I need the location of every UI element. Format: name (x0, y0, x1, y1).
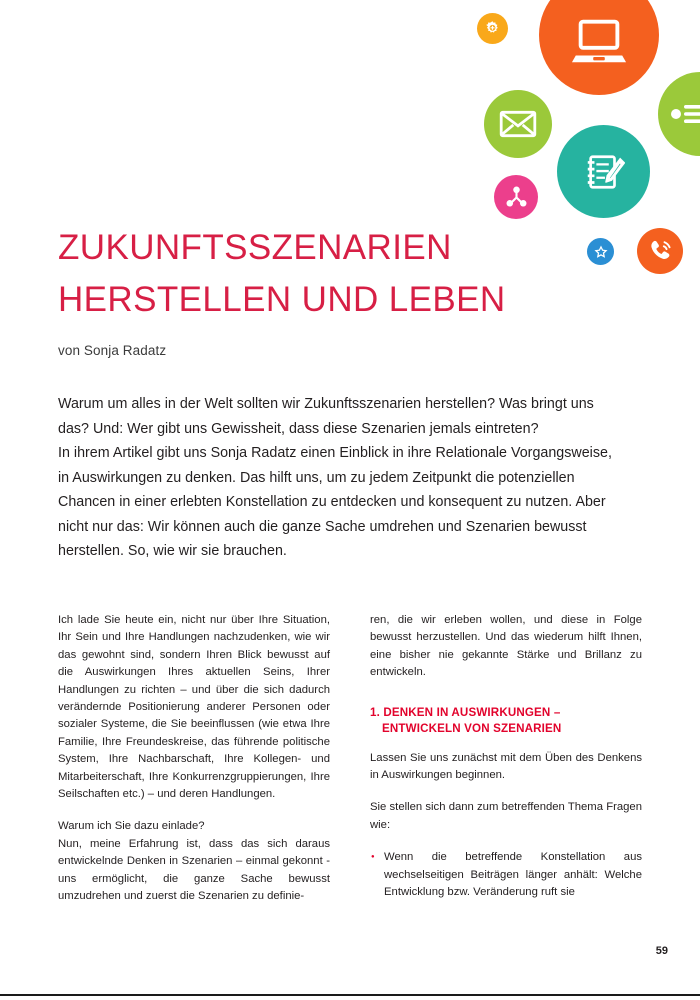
lead-paragraph-2: In ihrem Artikel gibt uns Sonja Radatz einen Einblick in ihre Relationale Vorgangsweise, in Auswirkungen zu denken. Das hilft uns, um zu jedem Zeitpunkt die potenziellen Chancen in einer erlebten Konstellation zu entdecken und konsequent zu nutzen. Aber nicht nur das: Wir können auch die ganze Sache umdrehen und Szenarien bewusst herstellen. So, wie wir sie brauchen. (58, 445, 612, 559)
left-column (58, 612, 330, 906)
article-body (58, 612, 642, 932)
phone-icon-bubble (637, 228, 683, 274)
list-icon-bubble (658, 72, 700, 156)
list-item: ● Wenn die betreffende Konstellation aus wechselseitigen Beiträgen länger anhält: Welche Entwicklung bzw. Veränderung ruft sie (370, 849, 642, 901)
page-title-line-1: ZUKUNFTSSZENARIEN (58, 228, 452, 267)
right-paragraph-3: Sie stellen sich dann zum betreffenden Thema Fragen wie: (370, 801, 642, 831)
section-heading: 1. DENKEN IN AUSWIRKUNGEN – ENTWICKELN VON SZENARIEN (370, 705, 562, 735)
right-column (370, 612, 642, 913)
envelope-icon-bubble (484, 90, 552, 158)
list-icon (671, 99, 700, 129)
lead-intro (58, 392, 618, 564)
byline: von Sonja Radatz (58, 343, 167, 358)
page-title-line-2: HERSTELLEN UND LEBEN (58, 280, 506, 319)
phone-icon (646, 237, 674, 265)
laptop-icon-bubble (539, 0, 659, 95)
page-number: 59 (655, 945, 668, 957)
right-paragraph-1: ren, die wir erleben wollen, und diese in Folge bewusst herzustellen. Und das wiederum hilft Ihnen, eine bisher nie gekannte Stärke und Brillanz zu entwickeln. (370, 614, 642, 679)
footer-rule (0, 994, 700, 996)
share-icon (504, 185, 529, 210)
share-icon-bubble (494, 175, 538, 219)
left-paragraph-3: Nun, meine Erfahrung ist, dass das sich daraus entwickelnde Denken in Szenarien – einmal gekonnt - uns ermöglicht, die ganze Sache bewusst umzudrehen und zuerst die Szenarien zu definie- (58, 837, 330, 903)
notepad-icon (583, 151, 625, 193)
right-paragraph-2: Lassen Sie uns zunächst mit dem Üben des Denkens in Auswirkungen beginnen. (370, 751, 642, 782)
question-list (370, 849, 642, 901)
left-paragraph-2: Warum ich Sie dazu einlade? (58, 820, 205, 833)
lead-paragraph-1: Warum um alles in der Welt sollten wir Zukunftsszenarien herstellen? Was bringt uns das? Und: Wer gibt uns Gewissheit, dass diese Szenarien jemals eintreten? (58, 396, 594, 437)
left-paragraph-1: Ich lade Sie heute ein, nicht nur über Ihre Situation, Ihr Sein und Ihre Handlungen nachzudenken, wie wir das gewohnt sind, sondern Ihren Blick bewusst auf die Auswirkungen Ihres aktuellen Seins, Ihrer Handlungen zu richten – und über die sich dadurch verändernde Positionierung anderer Personen oder sozialer Systeme, die Sie beeinflussen (wie etwa Ihre Familie, Ihre Freundeskreise, das führende politische System, Ihre Nachbarschaft, Ihre Kollegen- und Mitarbeiterschaft, Ihre Konkurrenzgruppierungen, Ihre Seilschaften etc.) – und deren Handlungen. (58, 614, 330, 801)
laptop-icon (570, 18, 628, 66)
envelope-icon (499, 110, 537, 138)
notepad-icon-bubble (557, 125, 650, 218)
gear-icon-bubble (477, 13, 508, 44)
gear-icon (484, 20, 501, 37)
page-title (58, 222, 618, 326)
